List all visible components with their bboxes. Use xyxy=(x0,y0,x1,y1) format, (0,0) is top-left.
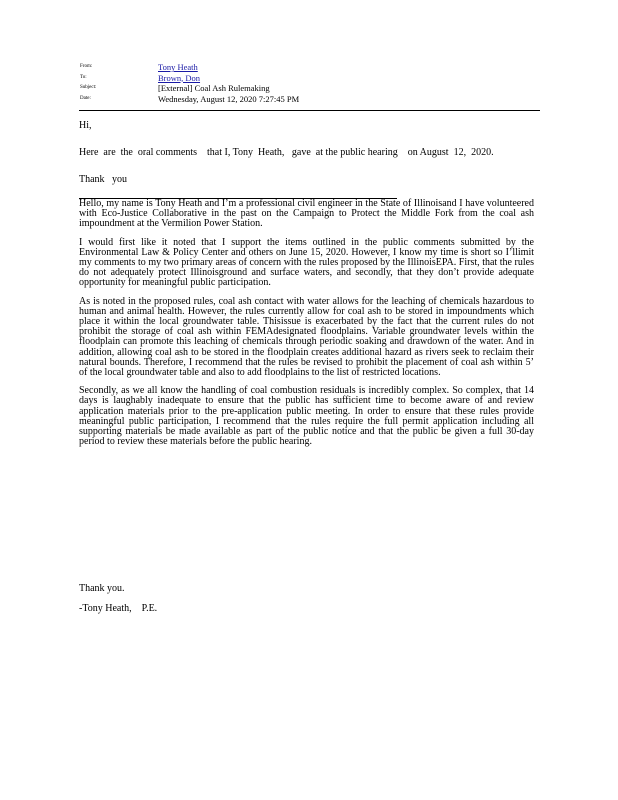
paragraph-groundwater: As is noted in the proposed rules, coal ash contact with water allows for the leaching of chemicals hazardous to human and animal health. However, the rules currently allow for coal ash to be stored in impoundments which place it within the local groundwater table. Thisissue is exacerbated by the fact that the current rules do not prohibit the storage of coal ash within FEMAdesignated floodplains. Variable groundwater levels within the floodplain can promote this leaching of chemicals through periodic soaking and drawdown of the water. And in addition, allowing coal ash to be stored in the floodplain creates additional hazard as rivers seek to reclaim their natural bounds. Therefore, I recommend that the rules be revised to prohibit the placement of coal ash within 5’ of the local groundwater table and also to add floodplains to the list of restricted locations. xyxy=(79,295,534,379)
closing-thanks: Thank you. xyxy=(79,583,125,594)
signature: -Tony Heath, P.E. xyxy=(79,603,158,614)
thanks-line: Thank you xyxy=(79,174,128,185)
header-divider xyxy=(79,110,540,111)
date-value: Wednesday, August 12, 2020 7:27:45 PM xyxy=(158,93,300,104)
comment-body xyxy=(79,199,534,455)
email-header xyxy=(80,62,299,104)
header-to-row xyxy=(80,73,299,84)
subject-label: Subject: xyxy=(80,85,97,90)
paragraph-intro: Hello, my name is Tony Heath and I’m a professional civil engineer in the State of Illinoisand I have volunteered with Eco-Justice Collaborative in the past on the Campaign to Protect the Middle Fork from the coal ash impoundment at the Vermilion Power Station. xyxy=(79,198,534,230)
greeting: Hi, xyxy=(79,120,92,131)
to-label: To: xyxy=(80,74,87,80)
from-label: From: xyxy=(80,64,93,69)
header-subject-row xyxy=(80,83,299,94)
paragraph-timeline: Secondly, as we all know the handling of coal combustion residuals is incredibly complex. So complex, that 14 days is laughably inadequate to ensure that the public has sufficient time to become aware of and review application materials prior to the pre-application public meeting. In order to ensure that these rules provide meaningful public participation, I recommend that the rules require the full permit application including all supporting materials be made available as part of the public notice and that the public be given a full 30-day period to review these materials before the public hearing. xyxy=(79,385,534,448)
paragraph-support: I would first like it noted that I support the items outlined in the public comments submitted by the Environmental Law & Policy Center and others on June 15, 2020. However, I know my time is short so I’llimit my comments to my two primary areas of concern with the rules proposed by the IllinoisEPA. First, that the rules do not adequately protect Illinoisground and surface waters, and secondly, that they don’t provide adequate opportunity for meaningful public participation. xyxy=(79,236,534,289)
from-link[interactable]: Tony Heath xyxy=(158,62,198,72)
date-label: Date: xyxy=(80,95,91,101)
subject-value: [External] Coal Ash Rulemaking xyxy=(158,83,270,93)
header-date-row xyxy=(80,94,299,105)
header-from-row xyxy=(80,62,299,73)
intro-line: Here are the oral comments that I, Tony Heath, gave at the public hearing on August 12, 2020. xyxy=(79,147,494,158)
to-link[interactable]: Brown, Don xyxy=(158,72,201,83)
